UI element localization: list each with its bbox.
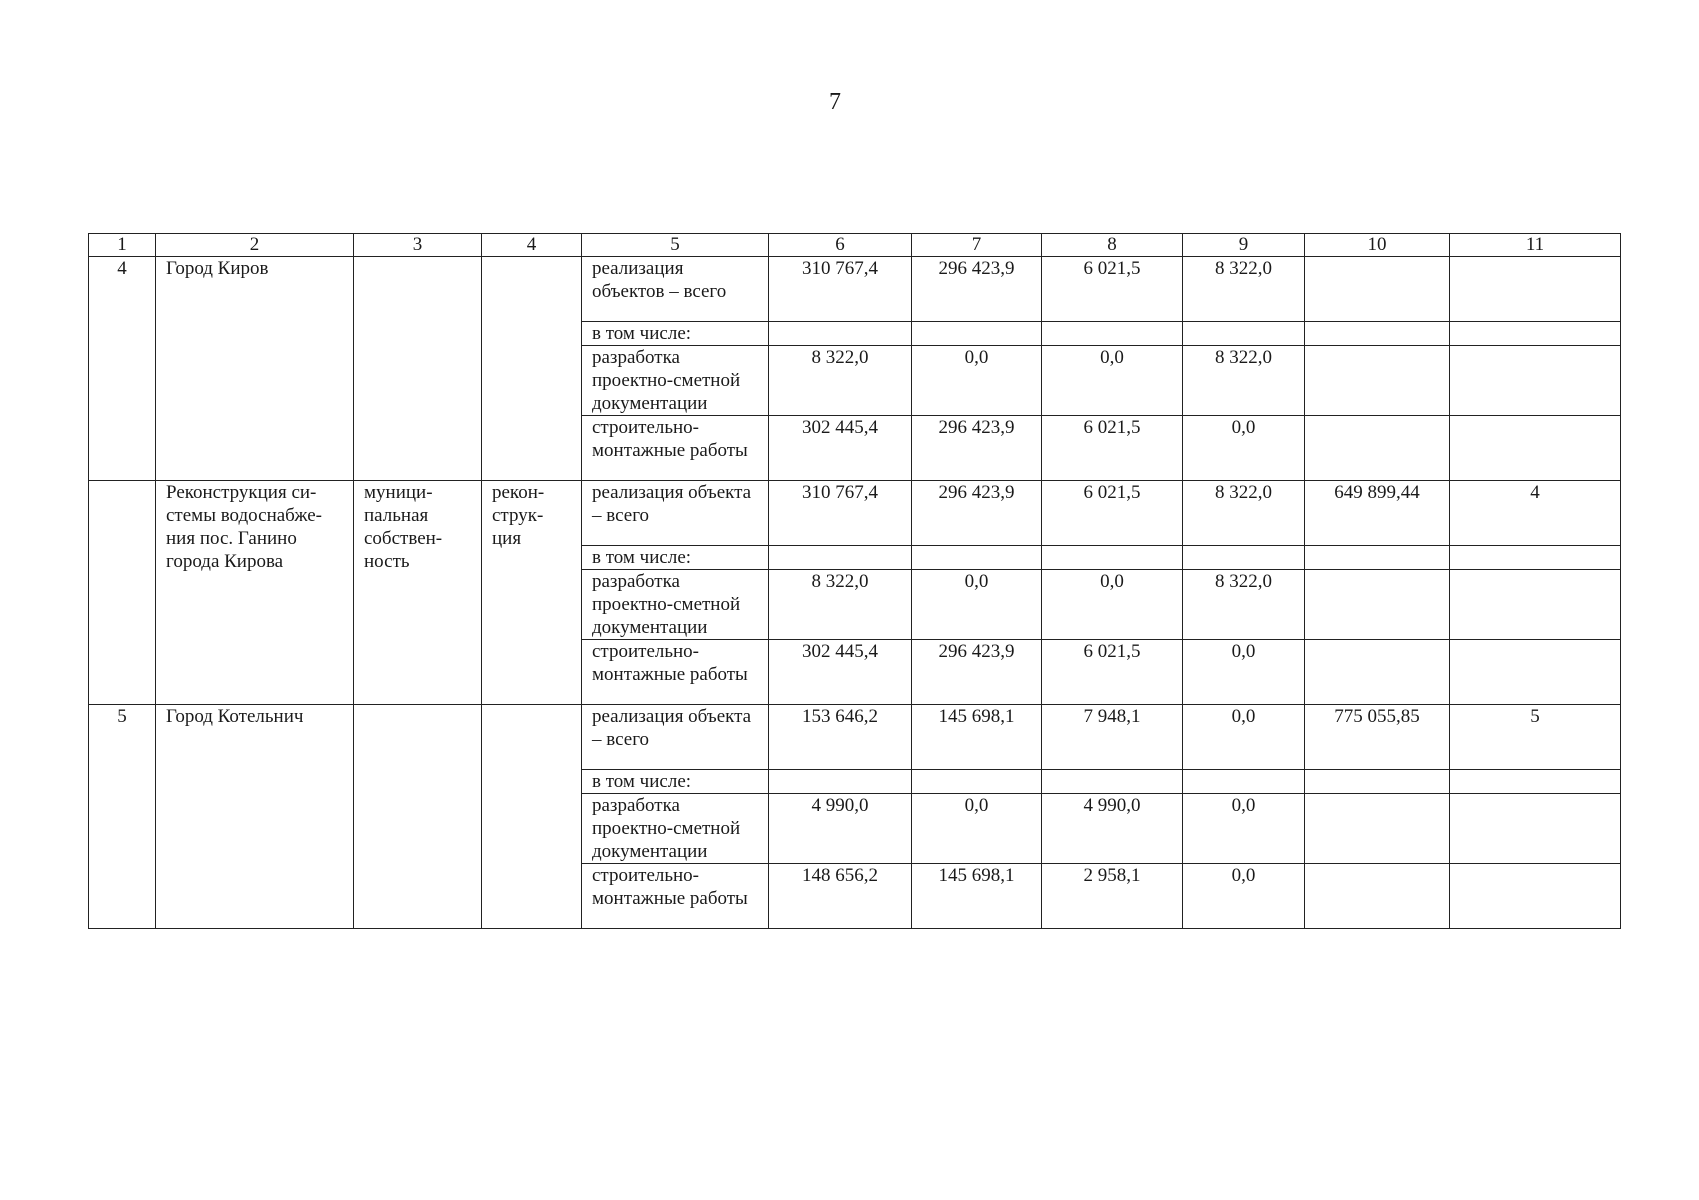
amount-federal: 296 423,9 xyxy=(912,257,1042,322)
amount-federal xyxy=(912,322,1042,346)
work-type xyxy=(482,705,582,929)
financing-table xyxy=(88,233,1621,929)
item-number xyxy=(1450,770,1621,794)
estimated-cost: 649 899,44 xyxy=(1305,481,1450,546)
column-number: 6 xyxy=(769,234,912,257)
amount-total xyxy=(769,546,912,570)
estimated-cost xyxy=(1305,322,1450,346)
ownership-form: муници-пальная собствен-ность xyxy=(354,481,482,705)
row-number xyxy=(89,481,156,705)
amount-federal: 296 423,9 xyxy=(912,416,1042,481)
amount-regional: 7 948,1 xyxy=(1042,705,1183,770)
estimated-cost xyxy=(1305,546,1450,570)
expense-type: разработка проектно-сметной документации xyxy=(582,794,769,864)
page-number: 7 xyxy=(829,89,841,115)
amount-local: 8 322,0 xyxy=(1183,346,1305,416)
expense-type: в том числе: xyxy=(582,322,769,346)
expense-type: строительно-монтажные работы xyxy=(582,416,769,481)
column-number: 5 xyxy=(582,234,769,257)
column-number: 11 xyxy=(1450,234,1621,257)
amount-local: 8 322,0 xyxy=(1183,570,1305,640)
amount-regional: 6 021,5 xyxy=(1042,257,1183,322)
item-number xyxy=(1450,864,1621,929)
item-number xyxy=(1450,322,1621,346)
row-number: 4 xyxy=(89,257,156,481)
amount-total: 302 445,4 xyxy=(769,640,912,705)
expense-type: разработка проектно-сметной документации xyxy=(582,346,769,416)
amount-regional: 0,0 xyxy=(1042,346,1183,416)
amount-total xyxy=(769,322,912,346)
expense-type: реализация объекта – всего xyxy=(582,705,769,770)
estimated-cost xyxy=(1305,864,1450,929)
amount-total: 310 767,4 xyxy=(769,257,912,322)
amount-regional xyxy=(1042,322,1183,346)
estimated-cost xyxy=(1305,770,1450,794)
estimated-cost: 775 055,85 xyxy=(1305,705,1450,770)
item-number xyxy=(1450,346,1621,416)
column-number: 1 xyxy=(89,234,156,257)
amount-local xyxy=(1183,770,1305,794)
column-number: 4 xyxy=(482,234,582,257)
amount-federal: 0,0 xyxy=(912,346,1042,416)
amount-total: 8 322,0 xyxy=(769,346,912,416)
item-number xyxy=(1450,794,1621,864)
expense-type: реализация объектов – всего xyxy=(582,257,769,322)
row-number: 5 xyxy=(89,705,156,929)
amount-federal: 296 423,9 xyxy=(912,481,1042,546)
amount-total: 148 656,2 xyxy=(769,864,912,929)
table-row xyxy=(89,257,1621,322)
expense-type: разработка проектно-сметной документации xyxy=(582,570,769,640)
amount-federal: 0,0 xyxy=(912,794,1042,864)
amount-regional: 6 021,5 xyxy=(1042,416,1183,481)
amount-total: 302 445,4 xyxy=(769,416,912,481)
item-number xyxy=(1450,640,1621,705)
estimated-cost xyxy=(1305,346,1450,416)
amount-regional: 0,0 xyxy=(1042,570,1183,640)
amount-total: 4 990,0 xyxy=(769,794,912,864)
column-number: 10 xyxy=(1305,234,1450,257)
ownership-form xyxy=(354,257,482,481)
item-number xyxy=(1450,416,1621,481)
amount-regional xyxy=(1042,770,1183,794)
amount-regional: 2 958,1 xyxy=(1042,864,1183,929)
amount-federal xyxy=(912,546,1042,570)
amount-local: 0,0 xyxy=(1183,864,1305,929)
amount-regional: 6 021,5 xyxy=(1042,481,1183,546)
item-number: 5 xyxy=(1450,705,1621,770)
amount-local: 0,0 xyxy=(1183,705,1305,770)
column-number: 9 xyxy=(1183,234,1305,257)
amount-federal: 145 698,1 xyxy=(912,705,1042,770)
column-number: 7 xyxy=(912,234,1042,257)
amount-federal: 0,0 xyxy=(912,570,1042,640)
amount-total: 8 322,0 xyxy=(769,570,912,640)
estimated-cost xyxy=(1305,794,1450,864)
amount-regional xyxy=(1042,546,1183,570)
amount-total xyxy=(769,770,912,794)
table-body xyxy=(89,234,1621,929)
amount-local: 0,0 xyxy=(1183,416,1305,481)
ownership-form xyxy=(354,705,482,929)
amount-regional: 4 990,0 xyxy=(1042,794,1183,864)
table-row xyxy=(89,481,1621,546)
amount-local xyxy=(1183,322,1305,346)
amount-local: 0,0 xyxy=(1183,640,1305,705)
object-name: Реконструкция си-стемы водоснабже-ния пос. Ганино города Кирова xyxy=(156,481,354,705)
table-row xyxy=(89,705,1621,770)
amount-total: 153 646,2 xyxy=(769,705,912,770)
amount-federal xyxy=(912,770,1042,794)
work-type xyxy=(482,257,582,481)
column-number: 3 xyxy=(354,234,482,257)
amount-local: 0,0 xyxy=(1183,794,1305,864)
item-number xyxy=(1450,257,1621,322)
item-number xyxy=(1450,570,1621,640)
amount-local xyxy=(1183,546,1305,570)
object-name: Город Киров xyxy=(156,257,354,481)
column-number-row xyxy=(89,234,1621,257)
amount-local: 8 322,0 xyxy=(1183,481,1305,546)
expense-type: реализация объекта – всего xyxy=(582,481,769,546)
amount-total: 310 767,4 xyxy=(769,481,912,546)
estimated-cost xyxy=(1305,570,1450,640)
column-number: 8 xyxy=(1042,234,1183,257)
item-number xyxy=(1450,546,1621,570)
item-number: 4 xyxy=(1450,481,1621,546)
object-name: Город Котельнич xyxy=(156,705,354,929)
estimated-cost xyxy=(1305,416,1450,481)
expense-type: в том числе: xyxy=(582,770,769,794)
amount-regional: 6 021,5 xyxy=(1042,640,1183,705)
amount-federal: 145 698,1 xyxy=(912,864,1042,929)
estimated-cost xyxy=(1305,640,1450,705)
expense-type: в том числе: xyxy=(582,546,769,570)
amount-local: 8 322,0 xyxy=(1183,257,1305,322)
amount-federal: 296 423,9 xyxy=(912,640,1042,705)
work-type: рекон-струк-ция xyxy=(482,481,582,705)
expense-type: строительно-монтажные работы xyxy=(582,640,769,705)
estimated-cost xyxy=(1305,257,1450,322)
column-number: 2 xyxy=(156,234,354,257)
expense-type: строительно-монтажные работы xyxy=(582,864,769,929)
